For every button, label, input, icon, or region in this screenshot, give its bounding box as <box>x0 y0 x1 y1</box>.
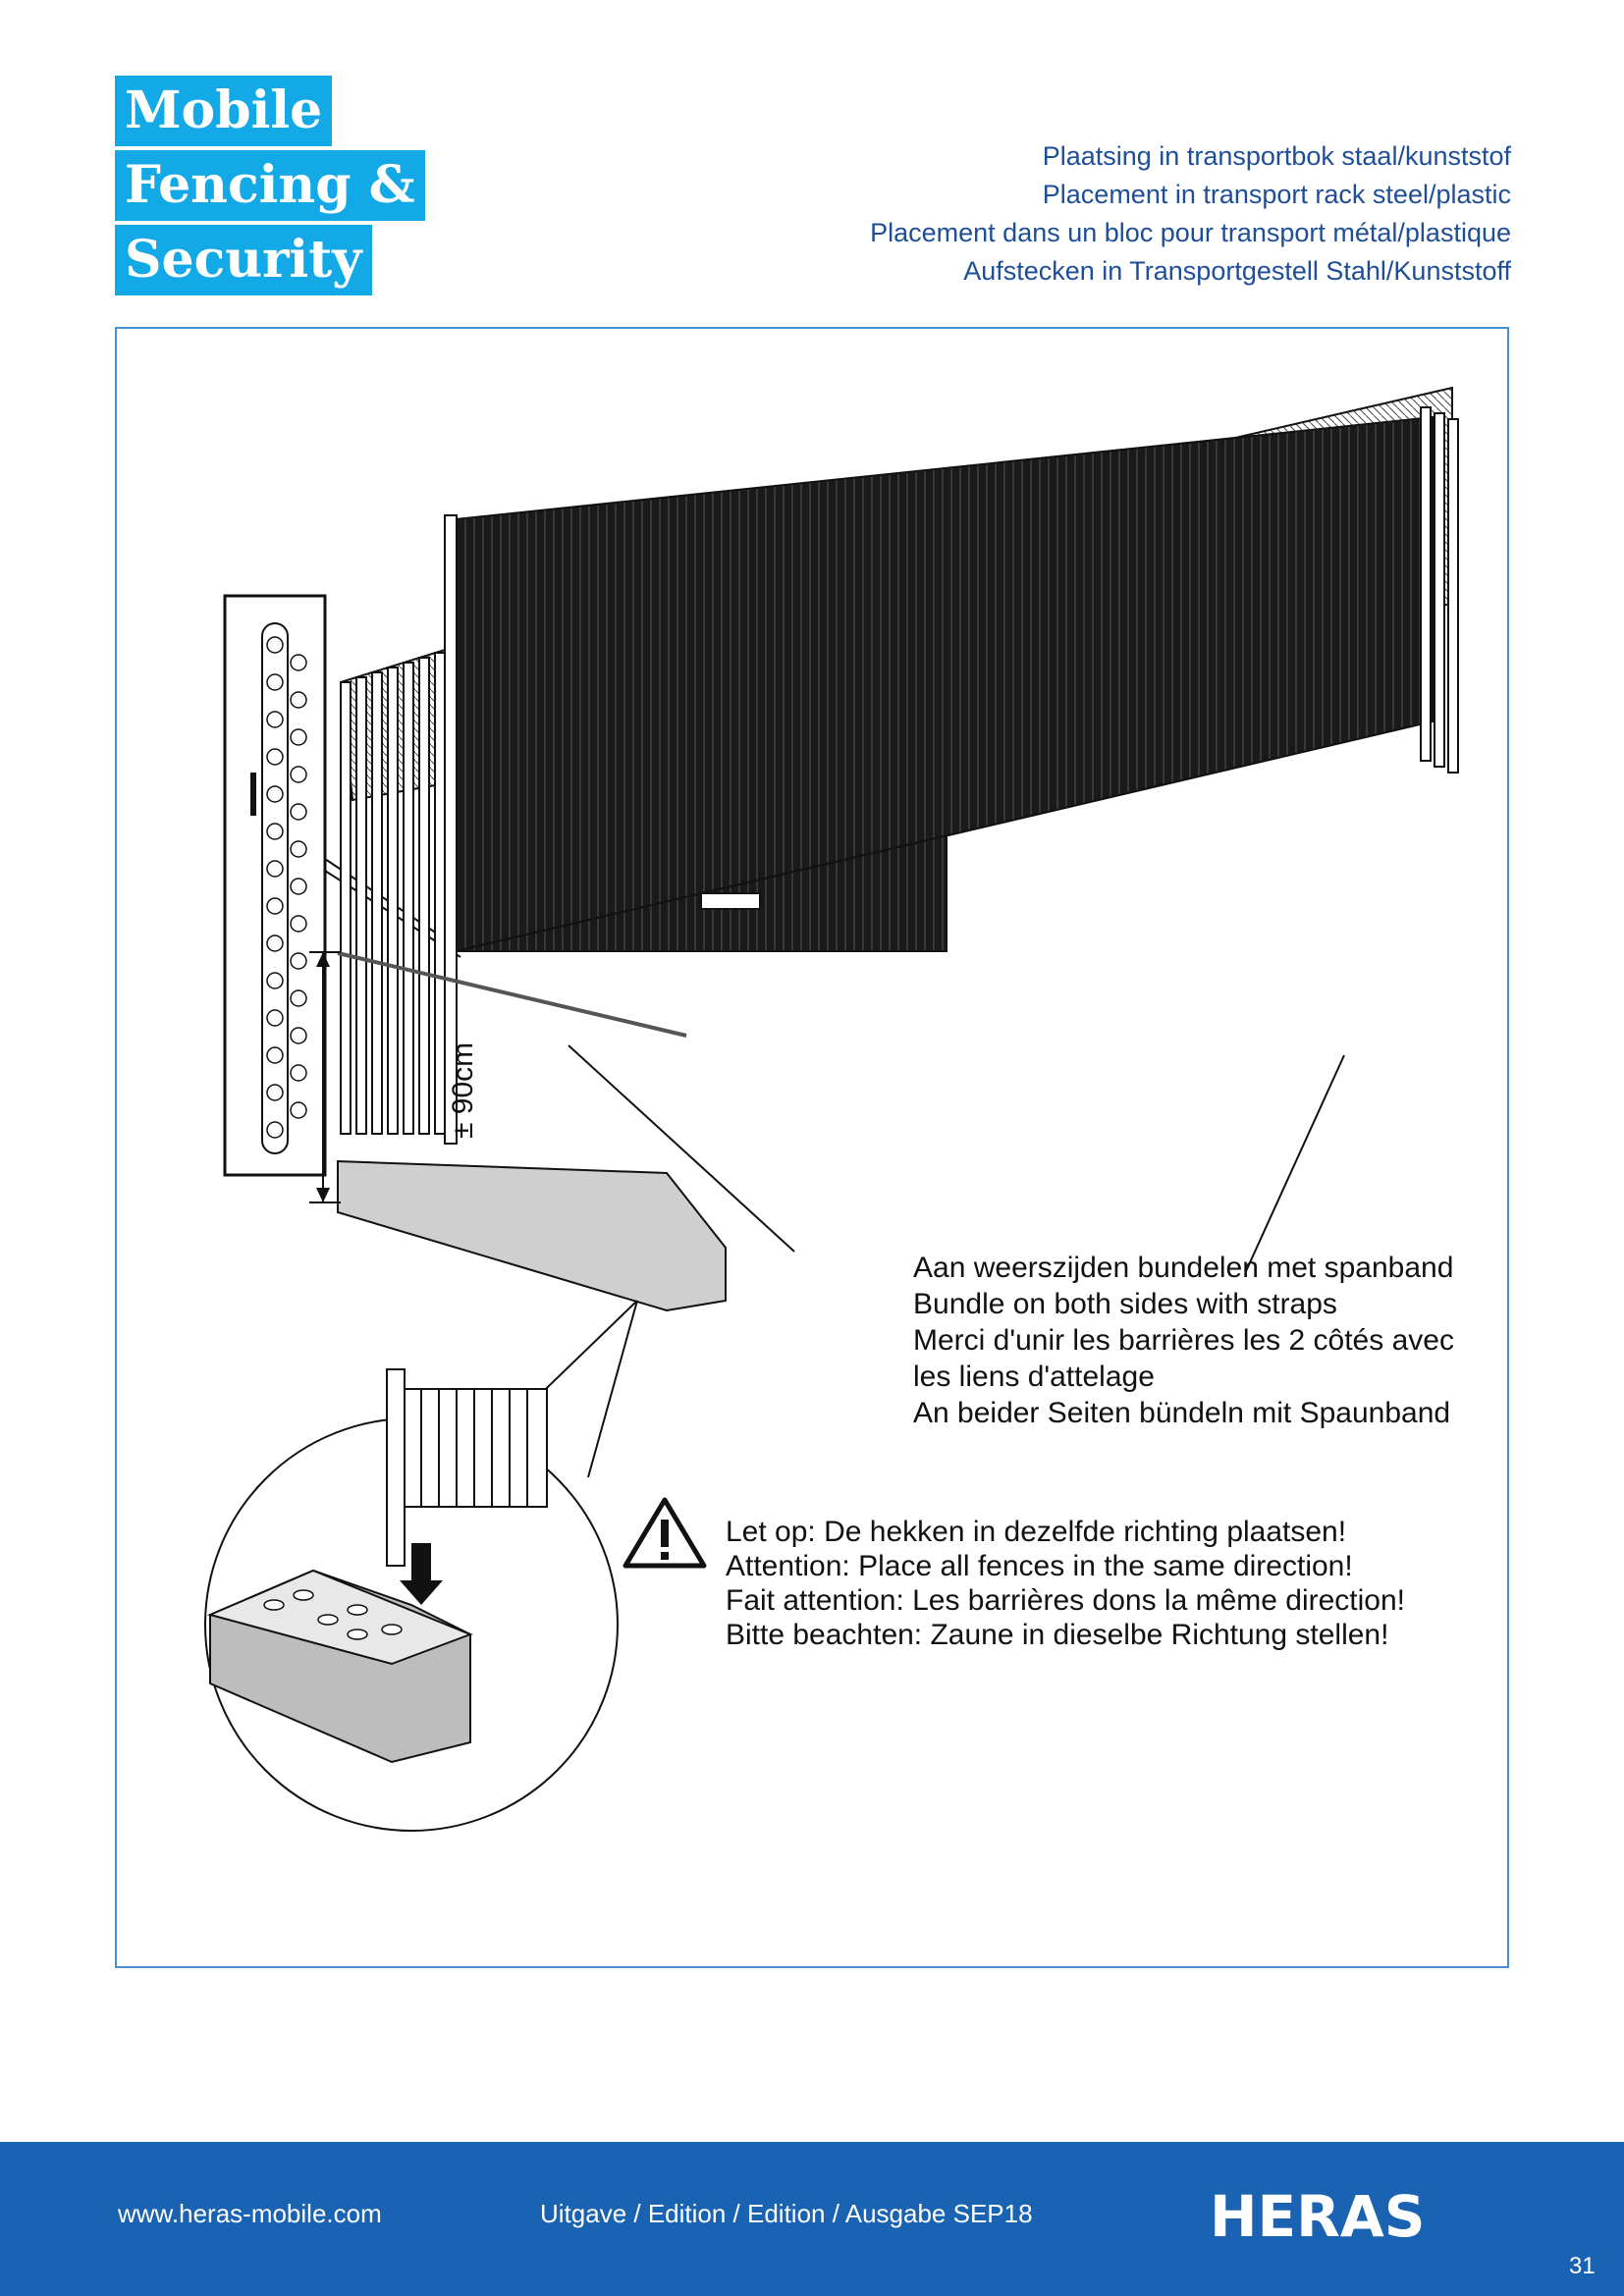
height-label: ± 90cm <box>447 1041 479 1139</box>
straps-note-french-1: Merci d'unir les barrières les 2 côtés avec <box>913 1324 1454 1357</box>
heading-dutch: Plaatsing in transportbok staal/kunststof <box>1042 141 1511 171</box>
brand-line-3: Security <box>115 225 372 295</box>
fence-illustration <box>117 329 1511 1970</box>
straps-note-dutch: Aan weerszijden bundelen met spanband <box>913 1252 1454 1284</box>
heading-english: Placement in transport rack steel/plastic <box>1042 180 1511 209</box>
straps-note <box>913 1250 1454 1431</box>
warning-note <box>726 1515 1405 1652</box>
base-detail-inset <box>205 1301 637 1831</box>
straps-note-german: An beider Seiten bündeln mit Spaunband <box>913 1397 1451 1429</box>
heading-german: Aufstecken in Transportgestell Stahl/Kunststoff <box>963 256 1511 286</box>
footer-url[interactable]: www.heras-mobile.com <box>118 2199 382 2228</box>
page-number: 31 <box>1569 2253 1596 2279</box>
straps-note-french-2: les liens d'attelage <box>913 1361 1155 1393</box>
brand-line-2: Fencing & <box>115 150 425 221</box>
warning-note-german: Bitte beachten: Zaune in dieselbe Richtung stellen! <box>726 1619 1389 1651</box>
brand-title <box>115 76 425 299</box>
brand-line-1: Mobile <box>115 76 332 146</box>
footer-edition: Uitgave / Edition / Edition / Ausgabe SEP18 <box>540 2199 1033 2228</box>
warning-note-dutch: Let op: De hekken in dezelfde richting plaatsen! <box>726 1516 1347 1548</box>
page-headings <box>870 137 1511 291</box>
svg-text:HERAS: HERAS <box>1210 2187 1426 2242</box>
heading-french: Placement dans un bloc pour transport métal/plastique <box>870 218 1511 247</box>
straps-note-english: Bundle on both sides with straps <box>913 1288 1337 1320</box>
warning-note-english: Attention: Place all fences in the same direction! <box>726 1550 1353 1582</box>
illustration-frame <box>115 327 1509 1968</box>
heras-logo <box>1210 2187 1504 2242</box>
warning-note-french: Fait attention: Les barrières dons la même direction! <box>726 1584 1406 1617</box>
warning-triangle-icon <box>625 1500 704 1566</box>
page-footer <box>0 2142 1624 2296</box>
